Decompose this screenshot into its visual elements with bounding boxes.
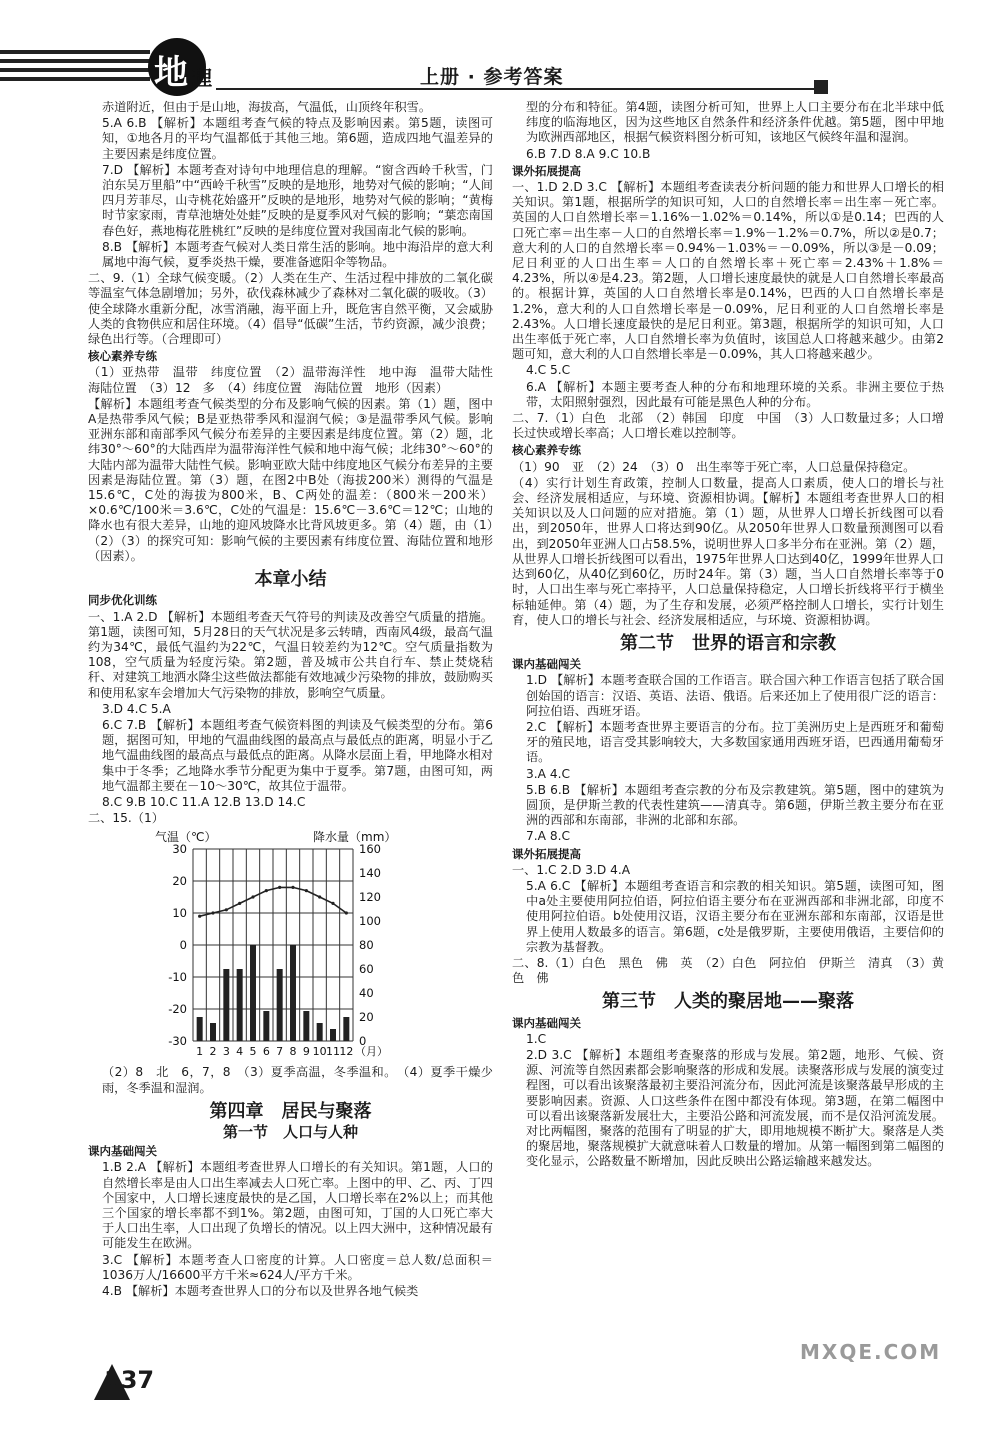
temp-axis-title: 气温（℃） [155, 830, 217, 845]
answer-paragraph: 赤道附近，但由于是山地，海拔高，气温低，山顶终年积雪。 [102, 100, 432, 114]
answer-paragraph: 一、1.D 2.D 3.C 【解析】本题组考查读表分析问题的能力和世界人口增长的相关知识。第1题，根据所学的知识可知，人口的自然增长率＝出生率－死亡率。英国的人口自然增长率＝1.16%－1.02%＝0.14%，所以①是0.14；巴西的人口死亡率＝出生率－人口的自然增长率＝1.9%－1.2%＝0.7%，所以②是0.7；意大利的人口的自然增长率＝0.94%－1.03%＝－0.09%，所以③是－0.09；尼日利亚的人口出生率＝人口的自然增长率＋死亡率＝2.43%＋1.8%＝4.23%，所以④是4.23。第2题，人口增长速度最快的就是人口自然增长率最高的。根据计算，英国的人口自然增长率是0.14%，巴西的人口自然增长率是1.2%，意大利的人口自然增长率是－0.09%，尼日利亚的人口自然增长率是2.43%。人口增长速度最快的是尼日利亚。第3题，根据所学的知识可知，人口出生率低于死亡率，人口自然增长率为负值时，该国总人口将越来越少。由第2题可知，意大利的人口自然增长率是－0.09%，其人口将越来越少。 [512, 180, 944, 362]
month-tick-label: 10 [312, 1045, 327, 1059]
precip-tick-label: 120 [359, 890, 381, 905]
answer-paragraph: 6.A 【解析】本题主要考查人种的分布和地理环境的关系。非洲主要位于热带，太阳照射强烈，因此最有可能是黑色人种的分布。 [526, 379, 944, 409]
answer-paragraph: 5.A 6.B 【解析】本题组考查气候的特点及影响因素。第5题，读图可知，①地各月的平均气温都低于其他三地。第6题，造成四地气温差异的主要因素是纬度位置。 [102, 116, 493, 161]
subject-logo [148, 38, 214, 98]
month-tick-label: 12 [339, 1045, 354, 1059]
answer-paragraph: 8.C 9.B 10.C 11.A 12.B 13.D 14.C [102, 794, 306, 809]
precip-tick-label: 0 [359, 1034, 367, 1049]
answer-paragraph: （4）实行计划生育政策，控制人口数量，提高人口素质，使人口的增长与社会、经济发展相适应，与环境、资源相协调。【解析】本题组考查世界人口的相关知识以及人口问题的应对措施。第（1）题，从世界人口增长折线图可以看出，到2050年，世界人口将达到90亿。从2050年世界人口数量预测图可以看出，到2050年亚洲人口占58.5%，说明世界人口多半分布在亚洲。第（2）题，从世界人口增长折线图可以看出，1975年世界人口达到40亿，1999年世界人口达到60亿，从40亿到60亿，历时24年。第（3）题，当人口自然增长率等于0时，人口出生率与死亡率持平，人口总量保持稳定，人口增长折线将平行于横坐标轴延伸。第（4）题，为了生存和发展，必须严格控制人口增长，实行计划生育，使人口的增长与社会、经济发展相适应，与环境、资源相协调。 [512, 475, 944, 627]
month-tick-label: 4 [236, 1045, 244, 1059]
page-header [0, 0, 1000, 100]
precipitation-bar [303, 1011, 309, 1041]
temperature-point [265, 889, 268, 892]
answer-paragraph: 二、7.（1）白色 北部 （2）韩国 印度 中国 （3）人口数量过多；人口增长过快或增长率高；人口增长难以控制等。 [512, 411, 944, 441]
precip-tick-label: 80 [359, 938, 374, 953]
exercise-label: 课外拓展提高 [512, 163, 581, 178]
month-tick-label: 6 [262, 1045, 270, 1059]
answer-paragraph: 一、1.A 2.D 【解析】本题组考查天气符号的判读及改善空气质量的措施。第1题，读图可知，5月28日的天气状况是多云转晴，西南风4级，最高气温约为34℃，最低气温约为22℃，气温日较差约为12℃。空气质量指数为108，空气质量为轻度污染。第2题，普及城市公共自行车、禁止焚烧秸秆、对建筑工地洒水降尘这些做法都能有效地减少污染物的排放，鼓励购买和使用私家车会增加大气污染物的排放，影响空气质量。 [88, 609, 493, 700]
answer-paragraph: 3.A 4.C [526, 766, 570, 781]
month-tick-label: 3 [222, 1045, 230, 1059]
answer-paragraph: 1.B 2.A 【解析】本题组考查世界人口增长的有关知识。第1题，人口的自然增长率是由人口出生率减去人口死亡率。上图中的甲、乙、丙、丁四个国家中，人口增长速度最快的是乙国，人口增长率在2%以上；而其他三个国家的增长率都不到1%。第2题，由图可知，丁国的人口死亡率大于人口出生率，人口出现了负增长的情况。以上四大洲中，这种情况最有可能发生在欧洲。 [102, 1160, 493, 1251]
logo-char-second: 理 [192, 66, 212, 90]
answer-paragraph: 6.B 7.D 8.A 9.C 10.B [526, 146, 651, 161]
precip-tick-label: 100 [359, 914, 381, 929]
answer-paragraph: 一、1.C 2.D 3.D 4.A [512, 862, 631, 877]
answer-paragraph: 7.A 8.C [526, 829, 570, 844]
answer-paragraph: 2.D 3.C 【解析】本题组考查聚落的形成与发展。第2题，地形、气候、资源、河流等自然因素都会影响聚落的形成和发展。读聚落形成与发展的演变过程图，可以看出该聚落最初主要沿河流分布，因此河流是该聚落最早形成的主要影响因素。资源、人口这些条件在图中都没有体现。第3题，在第二幅图中可以看出该聚落新发展壮大，主要沿公路和河流发展，而不是仅沿河流发展。对比两幅图，聚落的范围有了明显的扩大，即用地规模不断扩大。聚落是人类的聚居地，聚落规模扩大就意味着人口数量的增加。从第一幅图到第二幅图的变化显示，公路数量不断增加，因此反映出公路运输越来越发达。 [526, 1047, 944, 1169]
temp-tick-label: 30 [172, 842, 187, 857]
precip-tick-label: 40 [359, 986, 374, 1001]
precipitation-bar [223, 969, 229, 1041]
temp-tick-label: 20 [172, 874, 187, 889]
answer-paragraph: 8.B 【解析】本题考查气候对人类日常生活的影响。地中海沿岸的意大利属地中海气候，夏季炎热干燥，要准备遮阳伞等物品。 [102, 239, 493, 270]
precip-tick-label: 20 [359, 1010, 374, 1025]
header-title: 上册 · 参考答案 [420, 66, 564, 88]
precipitation-bar [237, 969, 243, 1041]
exercise-label: 同步优化训练 [88, 593, 157, 608]
answer-paragraph: 2.C 【解析】本题考查世界主要语言的分布。拉丁美洲历史上是西班牙和葡萄牙的殖民地，语言受其影响较大，大多数国家通用西班牙语，巴西通用葡萄牙语。 [526, 719, 944, 765]
exercise-label: 课内基础闯关 [512, 1015, 581, 1030]
answer-paragraph: 4.B 【解析】本题考查世界人口的分布以及世界各地气候类 [102, 1283, 419, 1298]
precipitation-bar [290, 945, 296, 1041]
temperature-point [225, 909, 228, 912]
temperature-point [278, 886, 281, 889]
answer-paragraph: 3.C 【解析】本题考查人口密度的计算。人口密度＝总人数/总面积＝1036万人/16600平方千米≈624人/平方千米。 [102, 1252, 493, 1282]
page-number: 137 [104, 1366, 155, 1394]
temp-tick-label: 0 [179, 938, 187, 953]
temperature-point [211, 912, 214, 915]
precip-tick-label: 60 [359, 962, 374, 977]
answer-paragraph: 6.C 7.B 【解析】本题组考查气候资料图的判读及气候类型的分布。第6题，据图可知，甲地的气温曲线图的最高点与最低点的距离，明显小于乙地气温曲线图的最高点与最低点的距离。从降水层面上看，甲地降水相对集中于冬季；乙地降水季节分配更为集中于夏季。第7题，由图可知，两地气温都主要在－10～30℃，故其位于温带。 [102, 717, 493, 793]
right-column [512, 100, 944, 1171]
temperature-point [238, 902, 241, 905]
answer-paragraph: 1.C [526, 1031, 547, 1046]
climate-chart [88, 827, 493, 1065]
month-tick-label: 7 [276, 1045, 284, 1059]
temperature-point [198, 915, 201, 918]
temp-tick-label: -30 [168, 1034, 187, 1049]
answer-paragraph: 二、8.（1）白色 黑色 佛 英 （2）白色 阿拉伯 伊斯兰 清真 （3）黄色 佛 [512, 955, 944, 986]
temperature-point [331, 902, 334, 905]
exercise-label: 核心素养专练 [88, 349, 157, 364]
answer-paragraph: 5.B 6.B 【解析】本题组考查宗教的分布及宗教建筑。第5题，图中的建筑为圆顶，是伊斯兰教的代表性建筑——清真寺。第6题，伊斯兰教主要分布在亚洲的西部和东南部，非洲的北部和东部。 [526, 782, 944, 828]
exercise-label: 课内基础闯关 [88, 1144, 157, 1159]
logo-char-main: 地 [154, 53, 188, 93]
answer-paragraph: 5.A 6.C 【解析】本题组考查语言和宗教的相关知识。第5题，读图可知，图中a处主要使用阿拉伯语，阿拉伯语主要分布在亚洲西部和非洲北部，印度不使用阿拉伯语。b处使用汉语，汉语主要分布在亚洲东部和东南部，汉语是世界上使用人数最多的语言。第6题，c处是俄罗斯，主要使用俄语，主要信仰的宗教为基督教。 [526, 878, 944, 954]
precipitation-bar [343, 1017, 349, 1041]
precipitation-bar [197, 1017, 203, 1041]
precipitation-bar [277, 969, 283, 1041]
temp-tick-label: 10 [172, 906, 187, 921]
exercise-label: 课内基础闯关 [512, 657, 581, 672]
watermark: MXQE.COM [800, 1340, 942, 1364]
section-heading: 第三节 人类的聚居地——聚落 [602, 991, 854, 1013]
answer-paragraph: （2）8 北 6，7，8 （3）夏季高温，冬季温和。 （4）夏季干燥少雨，冬季温和湿润。 [102, 1065, 493, 1095]
month-tick-label: 2 [209, 1045, 217, 1059]
temperature-point [291, 886, 294, 889]
temperature-point [251, 896, 254, 899]
subsection-heading: 第一节 人口与人种 [222, 1122, 358, 1141]
exercise-label: 核心素养专练 [512, 443, 581, 458]
answer-paragraph: 【解析】本题组考查气候类型的分布及影响气候的因素。第（1）题，图中A是热带季风气候；B是亚热带季风和湿润气候；③是温带季风气候。影响亚洲东部和南部季风气候分布差异的主要因素是纬度位置。第（2）题，北纬30°～60°的大陆西岸为温带海洋性气候和地中海气候；北纬30°～60°的大陆内部为温带大陆性气候。影响亚欧大陆中纬度地区气候分布差异的主要因素是海陆位置。第（3）题，在图2中B处（海拔200米）测得的气温是15.6℃，C处的海拔为800米，B、C两处的温差：（800米－200米）×0.6℃/100米＝3.6℃，C处的气温是：15.6℃－3.6℃＝12℃；山地的降水也有很大差异，山地的迎风坡降水比背风坡更多。第（4）题，由（1）（2）（3）的探究可知：影响气候的主要因素有纬度位置、海陆位置和地形（因素）。 [88, 396, 493, 563]
month-tick-label: 5 [249, 1045, 257, 1059]
precip-tick-label: 160 [359, 842, 381, 857]
answer-paragraph: 二、9.（1）全球气候变暖。（2）人类在生产、生活过程中排放的二氧化碳等温室气体急剧增加；另外，砍伐森林减少了森林对二氧化碳的吸收。（3）使全球降水重新分配，冰雪消融，海平面上升，既危害自然平衡，又会威胁人类的食物供应和居住环境。（4）倡导“低碳”生活，节约资源，减少浪费；绿色出行等。（合理即可） [88, 271, 493, 347]
left-column [88, 100, 506, 1300]
exercise-label: 课外拓展提高 [512, 846, 581, 861]
temperature-point [345, 912, 348, 915]
x-axis-unit: （月） [355, 1045, 388, 1059]
header-stripes [0, 50, 150, 86]
precipitation-bar [317, 1023, 323, 1041]
answer-paragraph: 3.D 4.C 5.A [102, 701, 171, 716]
month-tick-label: 1 [196, 1045, 204, 1059]
answer-paragraph: 4.C 5.C [526, 363, 571, 378]
precip-tick-label: 140 [359, 866, 381, 881]
header-rule [216, 88, 820, 90]
section-heading: 第四章 居民与聚落 [209, 1100, 372, 1122]
header-square-marker [814, 80, 828, 94]
answer-paragraph: （1）亚热带 温带 纬度位置 （2）温带海洋性 地中海 温带大陆性 海陆位置 （3）12 多 （4）纬度位置 海陆位置 地形（因素） [88, 365, 506, 395]
temperature-point [305, 889, 308, 892]
precip-axis-title: 降水量（mm） [313, 830, 397, 845]
answer-paragraph: 1.D 【解析】本题考查联合国的工作语言。联合国六种工作语言包括了联合国创始国的语言：汉语、英语、法语、俄语。后来还加上了使用很广泛的语言：阿拉伯语、西班牙语。 [526, 673, 944, 718]
month-tick-label: 11 [326, 1045, 340, 1059]
temperature-point [318, 896, 321, 899]
precipitation-bar [330, 1029, 336, 1041]
precipitation-bar [210, 1023, 216, 1041]
section-heading: 本章小结 [254, 569, 327, 591]
answer-paragraph: 型的分布和特征。第4题，读图分析可知，世界上人口主要分布在北半球中低纬度的临海地区，因为这些地区自然条件和经济条件优越。第5题，图中甲地为欧洲西部地区，根据气候资料图分析可知，该地区气候终年温和湿润。 [526, 100, 944, 145]
month-tick-label: 9 [302, 1045, 310, 1059]
answer-paragraph: 7.D 【解析】本题考查对诗句中地理信息的理解。“窗含西岭千秋雪，门泊东吴万里船”中“西岭千秋雪”反映的是地形，地势对气候的影响；“人间四月芳菲尽，山寺桃花始盛开”反映的是地形，地势对气候的影响；“黄梅时节家家雨，青草池塘处处蛙”反映的是夏季风对气候的影响；“葉恋南国春色好，燕地梅花胜桃红”反映的是纬度位置对我国南北气候的影响。 [102, 162, 493, 238]
precipitation-bar [250, 945, 256, 1041]
precipitation-bar [263, 1011, 269, 1041]
answer-paragraph: 二、15.（1） [88, 811, 164, 826]
climate-chart-svg [88, 827, 493, 1065]
answer-paragraph: （1）90 亚 （2）24 （3）0 出生率等于死亡率，人口总量保持稳定。 [512, 459, 916, 474]
section-heading: 第二节 世界的语言和宗教 [620, 632, 836, 654]
temp-tick-label: -20 [168, 1002, 187, 1017]
month-tick-label: 8 [289, 1045, 297, 1059]
temp-tick-label: -10 [168, 970, 187, 985]
